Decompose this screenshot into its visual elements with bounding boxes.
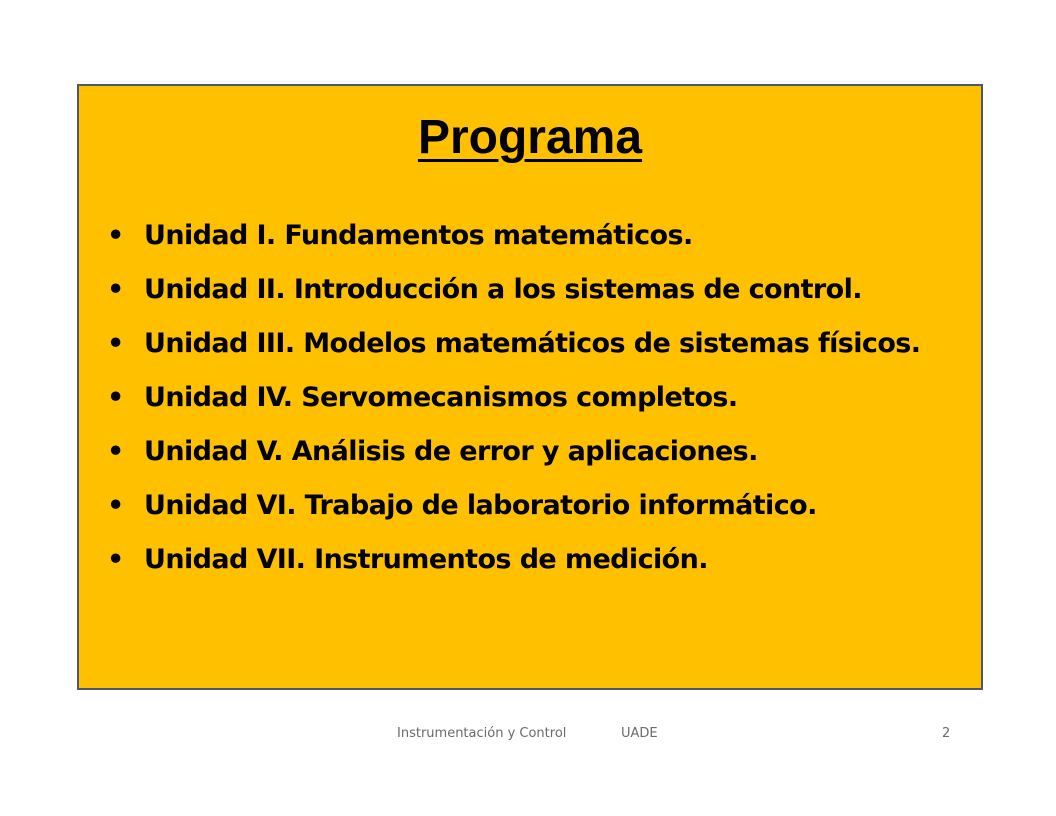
program-box — [77, 84, 983, 690]
bullet-icon: • — [107, 274, 124, 305]
unit-list — [107, 220, 920, 598]
unit-label: Unidad I. Fundamentos matemáticos. — [144, 220, 693, 251]
footer-page-number: 2 — [942, 726, 951, 741]
bullet-icon: • — [107, 490, 124, 521]
unit-item-1 — [107, 220, 920, 274]
unit-item-7 — [107, 544, 920, 598]
unit-label: Unidad III. Modelos matemáticos de sistemas físicos. — [144, 328, 921, 359]
unit-item-6 — [107, 490, 920, 544]
bullet-icon: • — [107, 220, 124, 251]
unit-item-5 — [107, 436, 920, 490]
footer-course: Instrumentación y Control — [397, 726, 567, 741]
unit-item-3 — [107, 328, 920, 382]
bullet-icon: • — [107, 382, 124, 413]
bullet-icon: • — [107, 544, 124, 575]
unit-label: Unidad VI. Trabajo de laboratorio informático. — [144, 490, 817, 521]
unit-label: Unidad II. Introducción a los sistemas de control. — [144, 274, 862, 305]
unit-item-2 — [107, 274, 920, 328]
bullet-icon: • — [107, 436, 124, 467]
footer-institution: UADE — [621, 726, 658, 741]
bullet-icon: • — [107, 328, 124, 359]
unit-label: Unidad IV. Servomecanismos completos. — [144, 382, 738, 413]
unit-label: Unidad VII. Instrumentos de medición. — [144, 544, 708, 575]
unit-label: Unidad V. Análisis de error y aplicaciones. — [144, 436, 758, 467]
slide-title: Programa — [417, 111, 643, 164]
unit-item-4 — [107, 382, 920, 436]
